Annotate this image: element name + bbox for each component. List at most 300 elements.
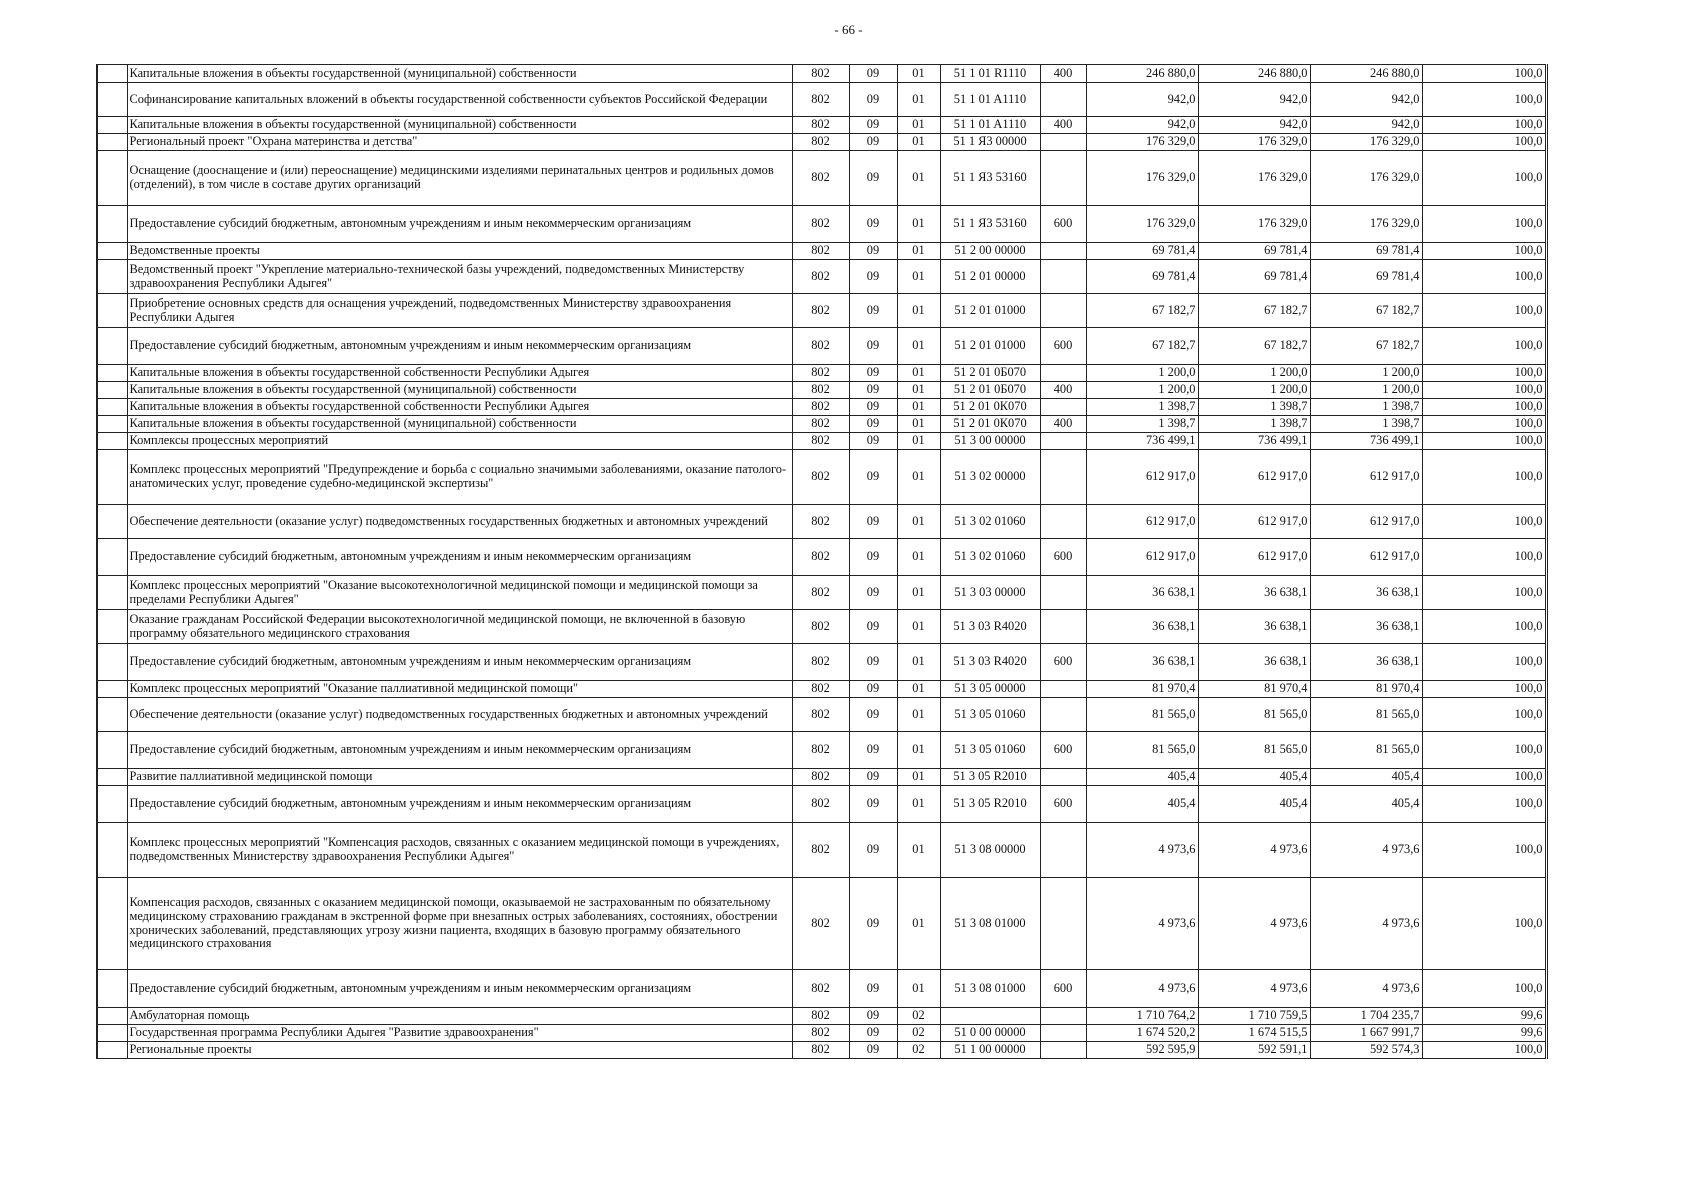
table-row — [97, 823, 1546, 878]
row-name: Обеспечение деятельности (оказание услуг) подведомственных государственных бюджетных и автономных учреждений — [127, 698, 792, 732]
row-expense-type-code — [1040, 769, 1086, 786]
row-target-article-code: 51 3 02 01060 — [940, 539, 1040, 576]
row-approved-amount: 612 917,0 — [1086, 450, 1198, 505]
row-approved-amount: 4 973,6 — [1086, 878, 1198, 970]
row-section-code: 09 — [849, 83, 897, 117]
row-executed-amount: 4 973,6 — [1310, 878, 1422, 970]
row-target-article-code: 51 2 01 0Б070 — [940, 382, 1040, 399]
row-approved-amount: 176 329,0 — [1086, 151, 1198, 206]
table-row — [97, 83, 1546, 117]
row-subsection-code: 01 — [897, 576, 940, 610]
table-row — [97, 878, 1546, 970]
row-grbs-code: 802 — [792, 539, 849, 576]
row-margin-cell — [97, 294, 127, 328]
table-row — [97, 294, 1546, 328]
row-expense-type-code — [1040, 260, 1086, 294]
row-section-code: 09 — [849, 644, 897, 681]
row-expense-type-code — [1040, 681, 1086, 698]
row-target-article-code: 51 3 05 00000 — [940, 681, 1040, 698]
row-expense-type-code — [1040, 1025, 1086, 1042]
row-expense-type-code: 400 — [1040, 382, 1086, 399]
row-expense-type-code — [1040, 610, 1086, 644]
row-grbs-code: 802 — [792, 1042, 849, 1059]
row-expense-type-code — [1040, 450, 1086, 505]
row-subsection-code: 01 — [897, 786, 940, 823]
row-subsection-code: 02 — [897, 1025, 940, 1042]
row-section-code: 09 — [849, 505, 897, 539]
row-executed-amount: 1 200,0 — [1310, 365, 1422, 382]
row-grbs-code: 802 — [792, 1025, 849, 1042]
row-subsection-code: 01 — [897, 698, 940, 732]
row-subsection-code: 01 — [897, 823, 940, 878]
row-target-article-code: 51 2 01 01000 — [940, 328, 1040, 365]
row-execution-percent: 100,0 — [1422, 365, 1546, 382]
row-expense-type-code — [1040, 878, 1086, 970]
row-section-code: 09 — [849, 681, 897, 698]
row-grbs-code: 802 — [792, 65, 849, 83]
row-target-article-code: 51 3 08 01000 — [940, 878, 1040, 970]
row-subsection-code: 01 — [897, 644, 940, 681]
row-expense-type-code: 600 — [1040, 206, 1086, 243]
table-row — [97, 1008, 1546, 1025]
row-execution-percent: 100,0 — [1422, 399, 1546, 416]
row-grbs-code: 802 — [792, 328, 849, 365]
row-executed-amount: 4 973,6 — [1310, 823, 1422, 878]
row-expense-type-code — [1040, 151, 1086, 206]
row-refined-amount: 4 973,6 — [1198, 970, 1310, 1008]
row-section-code: 09 — [849, 1008, 897, 1025]
row-approved-amount: 36 638,1 — [1086, 576, 1198, 610]
row-target-article-code: 51 2 01 0К070 — [940, 399, 1040, 416]
row-subsection-code: 01 — [897, 328, 940, 365]
row-grbs-code: 802 — [792, 644, 849, 681]
row-refined-amount: 81 565,0 — [1198, 698, 1310, 732]
row-subsection-code: 01 — [897, 878, 940, 970]
row-grbs-code: 802 — [792, 970, 849, 1008]
row-section-code: 09 — [849, 786, 897, 823]
table-row — [97, 769, 1546, 786]
row-execution-percent: 100,0 — [1422, 416, 1546, 433]
row-executed-amount: 81 565,0 — [1310, 698, 1422, 732]
row-subsection-code: 01 — [897, 243, 940, 260]
row-subsection-code: 02 — [897, 1008, 940, 1025]
row-execution-percent: 100,0 — [1422, 151, 1546, 206]
row-section-code: 09 — [849, 433, 897, 450]
row-name: Предоставление субсидий бюджетным, автономным учреждениям и иным некоммерческим организациям — [127, 206, 792, 243]
row-name: Региональный проект "Охрана материнства и детства" — [127, 134, 792, 151]
row-name: Приобретение основных средств для оснащения учреждений, подведомственных Министерству здравоохранения Республики Адыгея — [127, 294, 792, 328]
row-execution-percent: 100,0 — [1422, 698, 1546, 732]
row-executed-amount: 81 970,4 — [1310, 681, 1422, 698]
row-executed-amount: 612 917,0 — [1310, 539, 1422, 576]
row-name: Комплекс процессных мероприятий "Оказание высокотехнологичной медицинской помощи и медицинской помощи за пределами Республики Адыгея" — [127, 576, 792, 610]
row-margin-cell — [97, 505, 127, 539]
row-executed-amount: 942,0 — [1310, 117, 1422, 134]
table-row — [97, 1025, 1546, 1042]
row-section-code: 09 — [849, 823, 897, 878]
row-refined-amount: 67 182,7 — [1198, 294, 1310, 328]
row-refined-amount: 612 917,0 — [1198, 450, 1310, 505]
row-name: Софинансирование капитальных вложений в объекты государственной собственности субъектов Российской Федерации — [127, 83, 792, 117]
row-name: Обеспечение деятельности (оказание услуг) подведомственных государственных бюджетных и автономных учреждений — [127, 505, 792, 539]
row-approved-amount: 176 329,0 — [1086, 206, 1198, 243]
row-executed-amount: 1 398,7 — [1310, 399, 1422, 416]
row-approved-amount: 36 638,1 — [1086, 610, 1198, 644]
row-margin-cell — [97, 539, 127, 576]
row-subsection-code: 01 — [897, 365, 940, 382]
row-refined-amount: 1 200,0 — [1198, 365, 1310, 382]
table-row — [97, 732, 1546, 769]
row-expense-type-code — [1040, 134, 1086, 151]
row-name: Предоставление субсидий бюджетным, автономным учреждениям и иным некоммерческим организациям — [127, 644, 792, 681]
row-margin-cell — [97, 260, 127, 294]
row-margin-cell — [97, 365, 127, 382]
row-margin-cell — [97, 382, 127, 399]
row-refined-amount: 176 329,0 — [1198, 151, 1310, 206]
row-section-code: 09 — [849, 878, 897, 970]
row-execution-percent: 100,0 — [1422, 294, 1546, 328]
row-subsection-code: 01 — [897, 134, 940, 151]
row-execution-percent: 100,0 — [1422, 823, 1546, 878]
row-refined-amount: 4 973,6 — [1198, 878, 1310, 970]
row-executed-amount: 246 880,0 — [1310, 65, 1422, 83]
table-row — [97, 539, 1546, 576]
row-target-article-code: 51 3 05 01060 — [940, 732, 1040, 769]
row-name: Капитальные вложения в объекты государственной собственности Республики Адыгея — [127, 399, 792, 416]
row-refined-amount: 405,4 — [1198, 786, 1310, 823]
row-execution-percent: 100,0 — [1422, 878, 1546, 970]
row-grbs-code: 802 — [792, 1008, 849, 1025]
row-subsection-code: 01 — [897, 450, 940, 505]
row-execution-percent: 99,6 — [1422, 1008, 1546, 1025]
row-execution-percent: 100,0 — [1422, 732, 1546, 769]
row-margin-cell — [97, 644, 127, 681]
row-approved-amount: 1 674 520,2 — [1086, 1025, 1198, 1042]
row-grbs-code: 802 — [792, 823, 849, 878]
row-name: Предоставление субсидий бюджетным, автономным учреждениям и иным некоммерческим организациям — [127, 786, 792, 823]
row-section-code: 09 — [849, 1025, 897, 1042]
row-refined-amount: 736 499,1 — [1198, 433, 1310, 450]
row-approved-amount: 405,4 — [1086, 769, 1198, 786]
table-row — [97, 399, 1546, 416]
row-margin-cell — [97, 610, 127, 644]
row-target-article-code: 51 1 00 00000 — [940, 1042, 1040, 1059]
table-row — [97, 450, 1546, 505]
row-margin-cell — [97, 681, 127, 698]
row-section-code: 09 — [849, 610, 897, 644]
row-approved-amount: 1 398,7 — [1086, 416, 1198, 433]
row-grbs-code: 802 — [792, 399, 849, 416]
row-refined-amount: 942,0 — [1198, 83, 1310, 117]
row-name: Ведомственные проекты — [127, 243, 792, 260]
row-margin-cell — [97, 83, 127, 117]
row-margin-cell — [97, 1025, 127, 1042]
row-expense-type-code: 600 — [1040, 732, 1086, 769]
row-execution-percent: 100,0 — [1422, 260, 1546, 294]
row-margin-cell — [97, 732, 127, 769]
row-section-code: 09 — [849, 450, 897, 505]
row-grbs-code: 802 — [792, 134, 849, 151]
row-approved-amount: 942,0 — [1086, 83, 1198, 117]
row-refined-amount: 36 638,1 — [1198, 576, 1310, 610]
row-expense-type-code: 600 — [1040, 328, 1086, 365]
table-row — [97, 134, 1546, 151]
row-expense-type-code — [1040, 505, 1086, 539]
row-executed-amount: 36 638,1 — [1310, 644, 1422, 681]
table-row — [97, 206, 1546, 243]
row-grbs-code: 802 — [792, 681, 849, 698]
row-grbs-code: 802 — [792, 83, 849, 117]
page-number: - 66 - — [834, 22, 863, 37]
row-approved-amount: 246 880,0 — [1086, 65, 1198, 83]
row-refined-amount: 612 917,0 — [1198, 505, 1310, 539]
row-margin-cell — [97, 416, 127, 433]
row-margin-cell — [97, 823, 127, 878]
row-refined-amount: 176 329,0 — [1198, 134, 1310, 151]
row-executed-amount: 67 182,7 — [1310, 294, 1422, 328]
table-row — [97, 243, 1546, 260]
row-refined-amount: 942,0 — [1198, 117, 1310, 134]
row-approved-amount: 69 781,4 — [1086, 260, 1198, 294]
row-name: Региональные проекты — [127, 1042, 792, 1059]
row-refined-amount: 246 880,0 — [1198, 65, 1310, 83]
row-execution-percent: 100,0 — [1422, 786, 1546, 823]
row-target-article-code: 51 2 01 0Б070 — [940, 365, 1040, 382]
row-approved-amount: 1 398,7 — [1086, 399, 1198, 416]
row-expense-type-code — [1040, 243, 1086, 260]
row-grbs-code: 802 — [792, 505, 849, 539]
row-margin-cell — [97, 576, 127, 610]
row-expense-type-code — [1040, 83, 1086, 117]
row-refined-amount: 81 970,4 — [1198, 681, 1310, 698]
row-executed-amount: 592 574,3 — [1310, 1042, 1422, 1059]
row-grbs-code: 802 — [792, 365, 849, 382]
row-subsection-code: 01 — [897, 681, 940, 698]
row-refined-amount: 1 200,0 — [1198, 382, 1310, 399]
row-margin-cell — [97, 243, 127, 260]
row-grbs-code: 802 — [792, 878, 849, 970]
row-target-article-code: 51 1 Я3 53160 — [940, 206, 1040, 243]
row-approved-amount: 942,0 — [1086, 117, 1198, 134]
row-approved-amount: 736 499,1 — [1086, 433, 1198, 450]
row-section-code: 09 — [849, 769, 897, 786]
row-target-article-code: 51 2 01 01000 — [940, 294, 1040, 328]
row-approved-amount: 69 781,4 — [1086, 243, 1198, 260]
row-margin-cell — [97, 151, 127, 206]
row-name: Государственная программа Республики Адыгея "Развитие здравоохранения" — [127, 1025, 792, 1042]
row-section-code: 09 — [849, 382, 897, 399]
row-name: Предоставление субсидий бюджетным, автономным учреждениям и иным некоммерческим организациям — [127, 732, 792, 769]
row-target-article-code: 51 1 Я3 53160 — [940, 151, 1040, 206]
row-executed-amount: 1 667 991,7 — [1310, 1025, 1422, 1042]
table-row — [97, 328, 1546, 365]
table-row — [97, 610, 1546, 644]
row-approved-amount: 81 970,4 — [1086, 681, 1198, 698]
row-subsection-code: 01 — [897, 260, 940, 294]
row-target-article-code: 51 2 01 00000 — [940, 260, 1040, 294]
row-expense-type-code: 600 — [1040, 539, 1086, 576]
row-execution-percent: 100,0 — [1422, 769, 1546, 786]
row-execution-percent: 100,0 — [1422, 433, 1546, 450]
row-expense-type-code — [1040, 1008, 1086, 1025]
row-subsection-code: 01 — [897, 416, 940, 433]
row-section-code: 09 — [849, 260, 897, 294]
row-refined-amount: 1 674 515,5 — [1198, 1025, 1310, 1042]
row-margin-cell — [97, 786, 127, 823]
budget-table — [96, 64, 1548, 1059]
row-grbs-code: 802 — [792, 243, 849, 260]
row-subsection-code: 01 — [897, 117, 940, 134]
row-execution-percent: 100,0 — [1422, 576, 1546, 610]
row-execution-percent: 100,0 — [1422, 610, 1546, 644]
row-name: Оказание гражданам Российской Федерации высокотехнологичной медицинской помощи, не включенной в базовую программу обязательного медицинского страхования — [127, 610, 792, 644]
row-approved-amount: 1 710 764,2 — [1086, 1008, 1198, 1025]
row-name: Развитие паллиативной медицинской помощи — [127, 769, 792, 786]
row-name: Капитальные вложения в объекты государственной (муниципальной) собственности — [127, 382, 792, 399]
row-executed-amount: 405,4 — [1310, 786, 1422, 823]
row-subsection-code: 01 — [897, 294, 940, 328]
row-section-code: 09 — [849, 328, 897, 365]
table-row — [97, 151, 1546, 206]
row-margin-cell — [97, 134, 127, 151]
row-subsection-code: 01 — [897, 399, 940, 416]
row-executed-amount: 405,4 — [1310, 769, 1422, 786]
row-grbs-code: 802 — [792, 151, 849, 206]
row-target-article-code: 51 0 00 00000 — [940, 1025, 1040, 1042]
table-body — [97, 65, 1546, 1059]
row-grbs-code: 802 — [792, 416, 849, 433]
row-execution-percent: 100,0 — [1422, 117, 1546, 134]
row-name: Амбулаторная помощь — [127, 1008, 792, 1025]
row-name: Комплекс процессных мероприятий "Предупреждение и борьба с социально значимыми заболеваниями, оказание патолого-анатомических услуг, проведение судебно-медицинской экспертизы" — [127, 450, 792, 505]
row-execution-percent: 100,0 — [1422, 450, 1546, 505]
row-approved-amount: 612 917,0 — [1086, 505, 1198, 539]
row-executed-amount: 4 973,6 — [1310, 970, 1422, 1008]
row-subsection-code: 01 — [897, 769, 940, 786]
row-grbs-code: 802 — [792, 206, 849, 243]
table-row — [97, 65, 1546, 83]
row-grbs-code: 802 — [792, 786, 849, 823]
table-row — [97, 260, 1546, 294]
row-approved-amount: 405,4 — [1086, 786, 1198, 823]
row-target-article-code: 51 3 03 00000 — [940, 576, 1040, 610]
row-subsection-code: 01 — [897, 433, 940, 450]
row-margin-cell — [97, 698, 127, 732]
row-target-article-code: 51 3 02 00000 — [940, 450, 1040, 505]
row-section-code: 09 — [849, 698, 897, 732]
row-section-code: 09 — [849, 399, 897, 416]
row-margin-cell — [97, 433, 127, 450]
row-name: Оснащение (дооснащение и (или) переоснащение) медицинскими изделиями перинатальных центров и родильных домов (отделений), в том числе в составе других организаций — [127, 151, 792, 206]
row-execution-percent: 100,0 — [1422, 505, 1546, 539]
table-row — [97, 698, 1546, 732]
row-subsection-code: 01 — [897, 151, 940, 206]
table-row — [97, 644, 1546, 681]
row-margin-cell — [97, 878, 127, 970]
row-execution-percent: 100,0 — [1422, 1042, 1546, 1059]
row-target-article-code: 51 3 05 R2010 — [940, 769, 1040, 786]
row-grbs-code: 802 — [792, 433, 849, 450]
row-target-article-code: 51 3 05 01060 — [940, 698, 1040, 732]
row-grbs-code: 802 — [792, 382, 849, 399]
row-approved-amount: 176 329,0 — [1086, 134, 1198, 151]
table-row — [97, 117, 1546, 134]
row-execution-percent: 100,0 — [1422, 328, 1546, 365]
row-approved-amount: 612 917,0 — [1086, 539, 1198, 576]
row-target-article-code: 51 3 02 01060 — [940, 505, 1040, 539]
row-grbs-code: 802 — [792, 576, 849, 610]
row-name: Комплексы процессных мероприятий — [127, 433, 792, 450]
row-executed-amount: 36 638,1 — [1310, 576, 1422, 610]
row-refined-amount: 1 398,7 — [1198, 399, 1310, 416]
row-margin-cell — [97, 399, 127, 416]
row-target-article-code: 51 3 03 R4020 — [940, 644, 1040, 681]
table-row — [97, 416, 1546, 433]
row-margin-cell — [97, 1042, 127, 1059]
row-execution-percent: 100,0 — [1422, 681, 1546, 698]
row-section-code: 09 — [849, 576, 897, 610]
row-executed-amount: 69 781,4 — [1310, 260, 1422, 294]
row-margin-cell — [97, 769, 127, 786]
row-executed-amount: 67 182,7 — [1310, 328, 1422, 365]
row-target-article-code: 51 3 00 00000 — [940, 433, 1040, 450]
row-refined-amount: 36 638,1 — [1198, 610, 1310, 644]
row-target-article-code: 51 2 00 00000 — [940, 243, 1040, 260]
row-target-article-code: 51 3 08 00000 — [940, 823, 1040, 878]
row-section-code: 09 — [849, 206, 897, 243]
row-margin-cell — [97, 1008, 127, 1025]
row-refined-amount: 81 565,0 — [1198, 732, 1310, 769]
row-refined-amount: 69 781,4 — [1198, 260, 1310, 294]
row-section-code: 09 — [849, 151, 897, 206]
row-refined-amount: 36 638,1 — [1198, 644, 1310, 681]
row-name: Капитальные вложения в объекты государственной собственности Республики Адыгея — [127, 365, 792, 382]
table-row — [97, 681, 1546, 698]
row-grbs-code: 802 — [792, 698, 849, 732]
row-subsection-code: 01 — [897, 65, 940, 83]
row-refined-amount: 592 591,1 — [1198, 1042, 1310, 1059]
row-expense-type-code — [1040, 294, 1086, 328]
row-executed-amount: 1 704 235,7 — [1310, 1008, 1422, 1025]
row-executed-amount: 1 398,7 — [1310, 416, 1422, 433]
table-row — [97, 786, 1546, 823]
row-target-article-code: 51 3 03 R4020 — [940, 610, 1040, 644]
row-execution-percent: 100,0 — [1422, 644, 1546, 681]
row-execution-percent: 100,0 — [1422, 83, 1546, 117]
row-expense-type-code: 600 — [1040, 644, 1086, 681]
row-refined-amount: 1 710 759,5 — [1198, 1008, 1310, 1025]
row-approved-amount: 36 638,1 — [1086, 644, 1198, 681]
row-subsection-code: 01 — [897, 539, 940, 576]
row-name: Ведомственный проект "Укрепление материально-технической базы учреждений, подведомственных Министерству здравоохранения Республики Адыгея" — [127, 260, 792, 294]
row-section-code: 09 — [849, 243, 897, 260]
row-executed-amount: 736 499,1 — [1310, 433, 1422, 450]
row-execution-percent: 100,0 — [1422, 65, 1546, 83]
row-subsection-code: 01 — [897, 732, 940, 769]
row-target-article-code: 51 3 05 R2010 — [940, 786, 1040, 823]
row-executed-amount: 612 917,0 — [1310, 505, 1422, 539]
row-approved-amount: 1 200,0 — [1086, 365, 1198, 382]
row-expense-type-code — [1040, 433, 1086, 450]
row-execution-percent: 100,0 — [1422, 970, 1546, 1008]
row-subsection-code: 01 — [897, 83, 940, 117]
row-name: Капитальные вложения в объекты государственной (муниципальной) собственности — [127, 117, 792, 134]
row-expense-type-code — [1040, 365, 1086, 382]
row-target-article-code: 51 1 01 R1110 — [940, 65, 1040, 83]
row-refined-amount: 67 182,7 — [1198, 328, 1310, 365]
row-name: Компенсация расходов, связанных с оказанием медицинской помощи, оказываемой не застрахованным по обязательному медицинскому страхованию гражданам в экстренной форме при внезапных острых заболеваниях, состояниях, обострении хронических заболеваний, представляющих угрозу жизни пациента, входящих в базовую программу обязательного медицинского страхования — [127, 878, 792, 970]
row-target-article-code — [940, 1008, 1040, 1025]
